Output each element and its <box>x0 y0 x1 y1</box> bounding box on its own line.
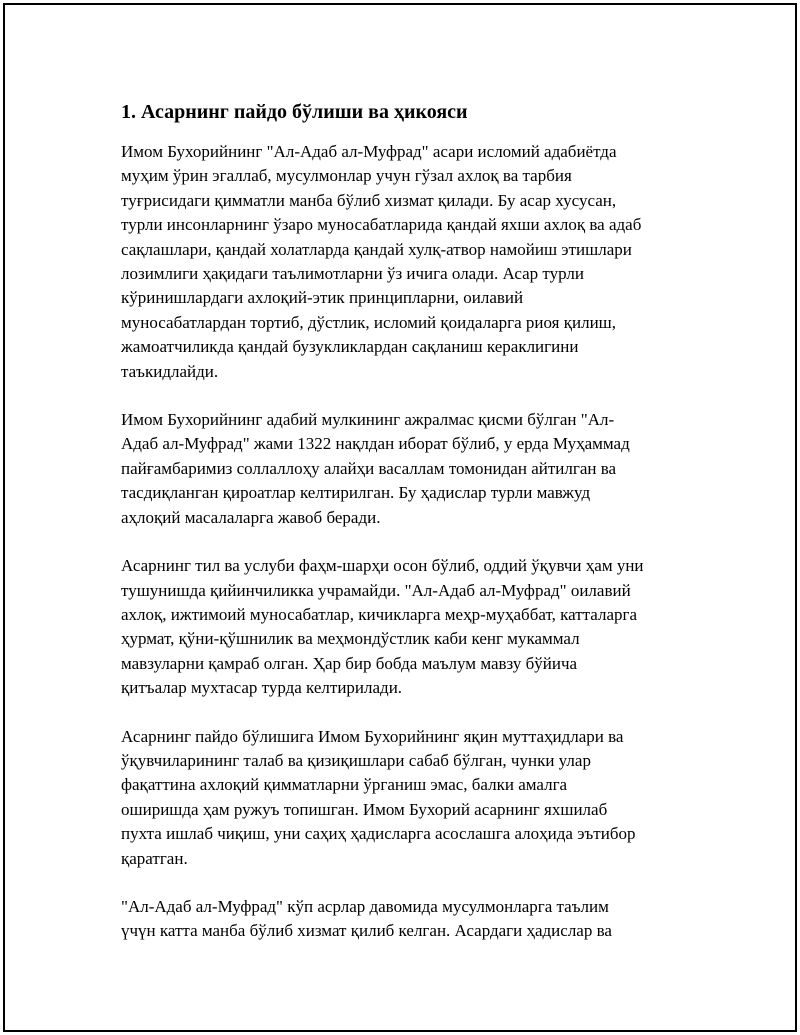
paragraph-line: қаратган. <box>121 848 188 868</box>
paragraph-line: ўқувчиларининг талаб ва қизиқишлари сабаб бўлган, чунки улар <box>121 750 591 770</box>
paragraph-4 <box>121 725 701 871</box>
paragraph-1 <box>121 140 701 384</box>
paragraph-line: үчүн катта манба бўлиб хизмат қилиб келган. Асардаги ҳадислар ва <box>121 921 612 941</box>
paragraph-2 <box>121 408 701 530</box>
paragraph-line: тасдиқланган қироатлар келтирилган. Бу ҳадислар турли мавжуд <box>121 483 591 503</box>
paragraph-line: Адаб ал-Муфрад" жами 1322 нақлдан иборат бўлиб, у ерда Муҳаммад <box>121 434 630 454</box>
paragraph-line: оширишда ҳам ружуъ топишган. Имом Бухорий асарнинг яхшилаб <box>121 799 608 819</box>
paragraph-line: фақаттина ахлоқий қимматларни ўрганиш эмас, балки амалга <box>121 775 568 795</box>
paragraph-line: "Ал-Адаб ал-Муфрад" кўп асрлар давомида мусулмонларга таълим <box>121 896 609 916</box>
paragraph-line: Асарнинг пайдо бўлишига Имом Бухорийнинг яқин муттаҳидлари ва <box>121 726 624 746</box>
paragraph-3 <box>121 554 701 700</box>
paragraph-line: тушунишда қийинчиликка учрамайди. "Ал-Адаб ал-Муфрад" оилавий <box>121 580 631 600</box>
paragraph-line: пайғамбаримиз соллаллоҳу алайҳи васаллам томонидан айтилган ва <box>121 458 617 478</box>
paragraph-line: таъкидлайди. <box>121 361 219 381</box>
section-title: 1. Асарнинг пайдо бўлиши ва ҳикояси <box>121 101 468 123</box>
paragraph-line: муносабатлардан тортиб, дўстлик, исломий қоидаларга риоя қилиш, <box>121 312 617 332</box>
paragraph-line: ҳурмат, қўни-қўшнилик ва меҳмондўстлик каби кенг мукаммал <box>121 629 580 649</box>
paragraph-line: ахлоқ, ижтимоий муносабатлар, кичикларга меҳр-муҳаббат, катталарга <box>121 604 638 624</box>
paragraph-line: турли инсонларнинг ўзаро муносабатларида қандай яхши ахлоқ ва адаб <box>121 215 642 235</box>
document-content <box>121 99 701 968</box>
paragraph-5 <box>121 895 701 944</box>
paragraph-line: Имом Бухорийнинг адабий мулкининг ажралмас қисми бўлган "Ал- <box>121 410 615 430</box>
paragraph-line: сақлашлари, қандай холатларда қандай хулқ-атвор намойиш этишлари <box>121 239 632 259</box>
paragraph-line: Асарнинг тил ва услуби фаҳм-шарҳи осон бўлиб, оддий ўқувчи ҳам уни <box>121 556 644 576</box>
paragraph-line: Имом Бухорийнинг "Ал-Адаб ал-Муфрад" асари исломий адабиётда <box>121 142 617 161</box>
paragraph-line: туғрисидаги қимматли манба бўлиб хизмат қилади. Бу асар хусусан, <box>121 190 617 210</box>
paragraph-line: қитъалар мухтасар турда келтирилади. <box>121 678 403 698</box>
paragraph-line: аҳлоқий масалаларга жавоб беради. <box>121 507 381 527</box>
paragraph-line: пухта ишлаб чиқиш, уни саҳиҳ ҳадисларга асослашга алоҳида эътибор <box>121 824 636 844</box>
paragraph-line: жамоатчиликда қандай бузукликлардан сақланиш кераклигини <box>121 337 579 357</box>
paragraph-line: лозимлиги ҳақидаги таълимотларни ўз ичига олади. Асар турли <box>121 264 584 284</box>
paragraph-line: мавзуларни қамраб олган. Ҳар бир бобда маълум мавзу бўйича <box>121 653 578 673</box>
page-frame <box>3 3 797 1032</box>
paragraph-line: муҳим ўрин эгаллаб, мусулмонлар учун гўзал ахлоқ ва тарбия <box>121 166 572 186</box>
paragraph-line: кўринишлардаги ахлоқий-этик принципларни, оилавий <box>121 288 524 308</box>
